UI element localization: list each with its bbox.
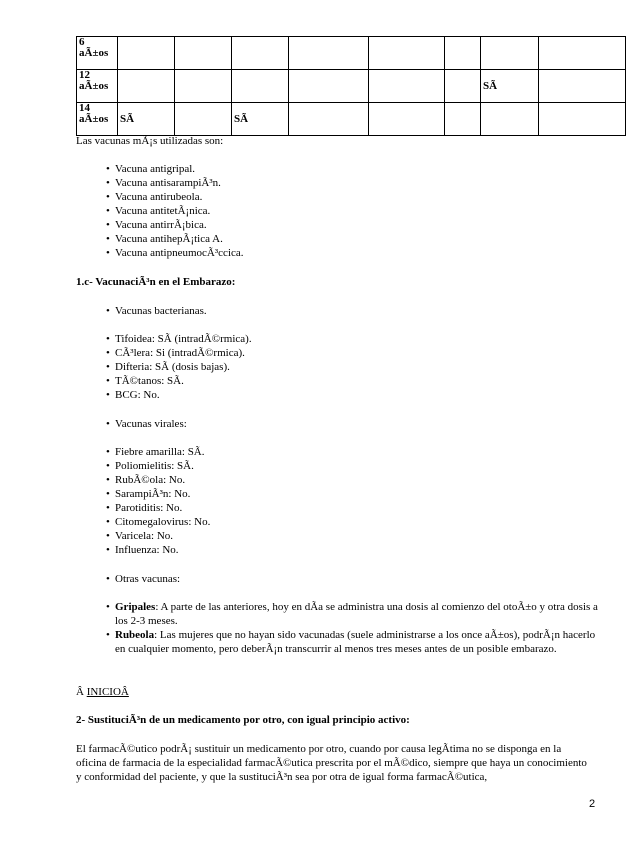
- pregnancy-heading: 1.c- VacunaciÃ³n en el Embarazo:: [76, 276, 236, 288]
- list-item: • Vacunas bacterianas.: [106, 304, 207, 318]
- list-item: • Vacuna antigripal.: [106, 162, 244, 176]
- term-rubeola: Rubeola: [115, 629, 155, 641]
- list-item: • Vacuna antirrÃ¡bica.: [106, 218, 244, 232]
- table-cell: [175, 103, 232, 136]
- list-item: • RubÃ©ola: No.: [106, 473, 210, 487]
- table-cell: [539, 103, 626, 136]
- table-cell: [539, 37, 626, 70]
- table-cell: [369, 103, 445, 136]
- age-cell: 6 aÃ±os: [77, 37, 118, 70]
- list-item: • Difteria: SÃ (dosis bajas).: [106, 360, 252, 374]
- list-item: • Tifoidea: SÃ (intradÃ©rmica).: [106, 332, 252, 346]
- list-item: • Varicela: No.: [106, 529, 210, 543]
- list-item: • Vacunas virales:: [106, 417, 187, 431]
- table-cell: SÃ: [232, 103, 289, 136]
- section2-heading: 2- SustituciÃ³n de un medicamento por otro, con igual principio activo:: [76, 714, 410, 726]
- page-number: 2: [589, 798, 596, 810]
- list-item: • Vacuna antitetÃ¡nica.: [106, 204, 244, 218]
- table-cell: [369, 70, 445, 103]
- table-row: [77, 37, 626, 70]
- table-cell: [289, 70, 369, 103]
- table-cell: [289, 103, 369, 136]
- term-gripales: Gripales: [115, 601, 156, 613]
- list-item: [106, 600, 605, 628]
- table-cell: [481, 37, 539, 70]
- list-item: • BCG: No.: [106, 388, 252, 402]
- other-heading-list: [106, 572, 180, 586]
- section2-paragraph: El farmacÃ©utico podrÃ¡ sustituir un medicamento por otro, cuando por causa legÃtima no se disponga en la oficina de farmacia de la especialidad farmacÃ©utica prescrita por el mÃ©dico, siempre que haya un conocimiento y conformidad del paciente, y que la sustituciÃ³n sea por otra de igual forma farmacÃ©utica,: [76, 743, 587, 783]
- inicio-link[interactable]: INICIOÂ: [86, 686, 129, 698]
- list-item: • Fiebre amarilla: SÃ.: [106, 445, 210, 459]
- list-item: • Vacuna antirubeola.: [106, 190, 244, 204]
- table-row: [77, 70, 626, 103]
- list-item: • Citomegalovirus: No.: [106, 515, 210, 529]
- table-cell: [289, 37, 369, 70]
- table-cell: [232, 37, 289, 70]
- viral-heading-list: [106, 417, 187, 431]
- table-cell: [118, 37, 175, 70]
- table-cell: [175, 37, 232, 70]
- inicio-line: [76, 686, 129, 699]
- table-cell: SÃ: [481, 70, 539, 103]
- list-item: • Vacuna antihepÃ¡tica A.: [106, 232, 244, 246]
- list-item: • Vacuna antisarampiÃ³n.: [106, 176, 244, 190]
- table-cell: [445, 70, 481, 103]
- list-item: • Parotiditis: No.: [106, 501, 210, 515]
- table-cell: [369, 37, 445, 70]
- list-item: • CÃ³lera: Si (intradÃ©rmica).: [106, 346, 252, 360]
- table-cell: [445, 37, 481, 70]
- list-item: • Vacuna antipneumocÃ³ccica.: [106, 246, 244, 260]
- list-item: [106, 628, 605, 656]
- table-cell: SÃ: [118, 103, 175, 136]
- term-text: : A parte de las anteriores, hoy en dÃa se administra una dosis al comienzo del otoÃ±o y otra dosis a los 2-3 meses.: [115, 601, 598, 627]
- age-cell: 14 aÃ±os: [77, 103, 118, 136]
- table-cell: [175, 70, 232, 103]
- inicio-prefix: Â: [76, 686, 87, 698]
- table-row: [77, 103, 626, 136]
- term-text: : Las mujeres que no hayan sido vacunadas (suele administrarse a los once aÃ±os), podrÃ¡n hacerlo en cualquier momento, pero deberÃ¡n transcurrir al menos tres meses antes de un posible embarazo.: [115, 629, 596, 655]
- viral-list: [106, 445, 210, 557]
- list-item: • SarampiÃ³n: No.: [106, 487, 210, 501]
- vaccines-list: [106, 162, 244, 260]
- list-item: • Influenza: No.: [106, 543, 210, 557]
- bacterial-list: [106, 332, 252, 402]
- list-item: • Otras vacunas:: [106, 572, 180, 586]
- vaccination-schedule-table: [76, 36, 626, 136]
- table-cell: [481, 103, 539, 136]
- table-cell: [539, 70, 626, 103]
- vaccines-intro: Las vacunas mÃ¡s utilizadas son:: [76, 135, 224, 147]
- table-cell: [445, 103, 481, 136]
- other-vaccines-list: [106, 600, 605, 656]
- list-item: • Poliomielitis: SÃ.: [106, 459, 210, 473]
- table-cell: [232, 70, 289, 103]
- list-item: • TÃ©tanos: SÃ.: [106, 374, 252, 388]
- bacterial-heading-list: [106, 304, 207, 318]
- table-cell: [118, 70, 175, 103]
- age-cell: 12 aÃ±os: [77, 70, 118, 103]
